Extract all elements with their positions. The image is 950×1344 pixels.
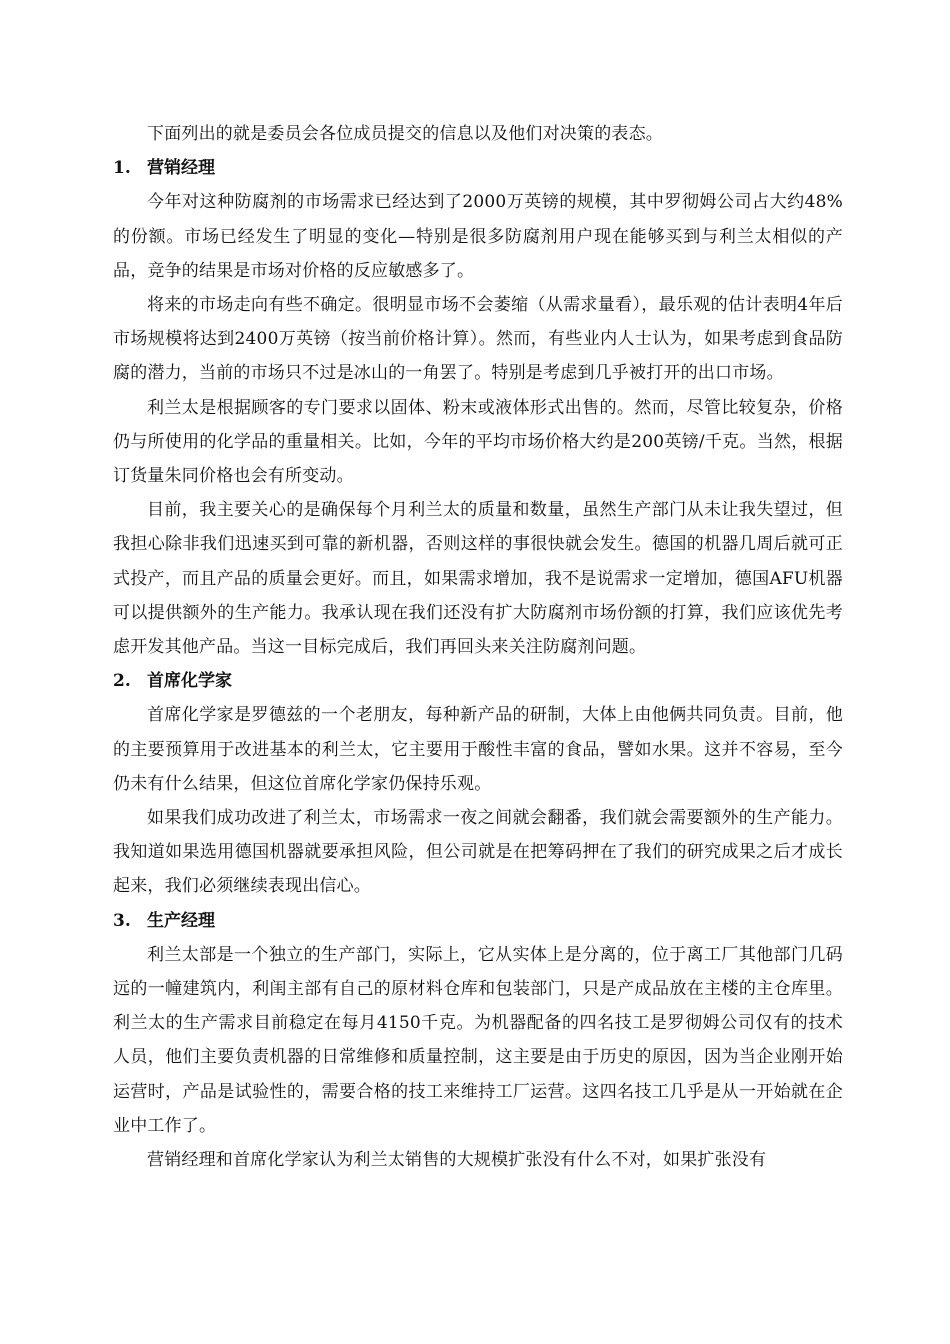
section-heading: [113, 664, 843, 698]
paragraph: 如果我们成功改进了利兰太，市场需求一夜之间就会翻番，我们就会需要额外的生产能力。我知道如果选用德国机器就要承担风险，但公司就是在把筹码押在了我们的研究成果之后才成长起来，我们必须继续表现出信心。: [113, 808, 843, 897]
paragraph: 首席化学家是罗德兹的一个老朋友，每种新产品的研制，大体上由他俩共同负责。目前，他的主要预算用于改进基本的利兰太，它主要用于酸性丰富的食品，譬如水果。这并不容易，至今仍未有什么结果，但这位首席化学家仍保持乐观。: [113, 705, 843, 794]
paragraph: 营销经理和首席化学家认为利兰太销售的大规模扩张没有什么不对，如果扩张没有: [147, 1150, 767, 1171]
paragraph: 利兰太部是一个独立的生产部门，实际上，它从实体上是分离的，位于离工厂其他部门几码远的一幢建筑内，利闺主部有自己的原材料仓库和包装部门，只是产成品放在主楼的主仓库里。利兰太的生产需求目前稳定在每月4150千克。为机器配备的四名技工是罗彻姆公司仅有的技术人员，他们主要负责机器的日常维修和质量控制，这主要是由于历史的原因，因为当企业刚开始运营时，产品是试验性的，需要合格的技工来维持工厂运营。这四名技工几乎是从一开始就在企业中工作了。: [113, 944, 843, 1136]
section-number: 2.: [113, 671, 131, 692]
section-heading: [113, 904, 843, 938]
section-chief-chemist: [113, 664, 843, 903]
document-page: [113, 117, 843, 1177]
section-title: 首席化学家: [147, 671, 232, 692]
section-title: 生产经理: [147, 910, 215, 931]
intro-paragraph: 下面列出的就是委员会各位成员提交的信息以及他们对决策的表态。: [147, 124, 663, 144]
paragraph: 今年对这种防腐剂的市场需求已经达到了2000万英镑的规模，其中罗彻姆公司占大约48%的份额。市场已经发生了明显的变化—特别是很多防腐剂用户现在能够买到与利兰太相似的产品，竞争的结果是市场对价格的反应敏感多了。: [113, 192, 843, 281]
paragraph: 将来的市场走向有些不确定。很明显市场不会萎缩（从需求量看），最乐观的估计表明4年后市场规模将达到2400万英镑（按当前价格计算）。然而，有些业内人士认为，如果考虑到食品防腐的潜力，当前的市场只不过是冰山的一角罢了。特别是考虑到几乎被打开的出口市场。: [113, 295, 843, 384]
section-production-manager: [113, 904, 843, 1178]
section-heading: [113, 151, 843, 185]
section-number: 3.: [113, 910, 131, 931]
paragraph: 目前，我主要关心的是确保每个月利兰太的质量和数量，虽然生产部门从未让我失望过，但我担心除非我们迅速买到可靠的新机器，否则这样的事很快就会发生。德国的机器几周后就可正式投产，而且产品的质量会更好。而且，如果需求增加，我不是说需求一定增加，德国AFU机器可以提供额外的生产能力。我承认现在我们还没有扩大防腐剂市场份额的打算，我们应该优先考虑开发其他产品。当这一目标完成后，我们再回头来关注防腐剂问题。: [113, 500, 843, 658]
paragraph: 利兰太是根据顾客的专门要求以固体、粉末或液体形式出售的。然而，尽管比较复杂，价格仍与所使用的化学品的重量相关。比如，今年的平均市场价格大约是200英镑/千克。当然，根据订货量朱同价格也会有所变动。: [113, 397, 843, 487]
section-marketing-manager: [113, 151, 843, 664]
section-title: 营销经理: [147, 158, 215, 179]
section-number: 1.: [113, 158, 131, 179]
